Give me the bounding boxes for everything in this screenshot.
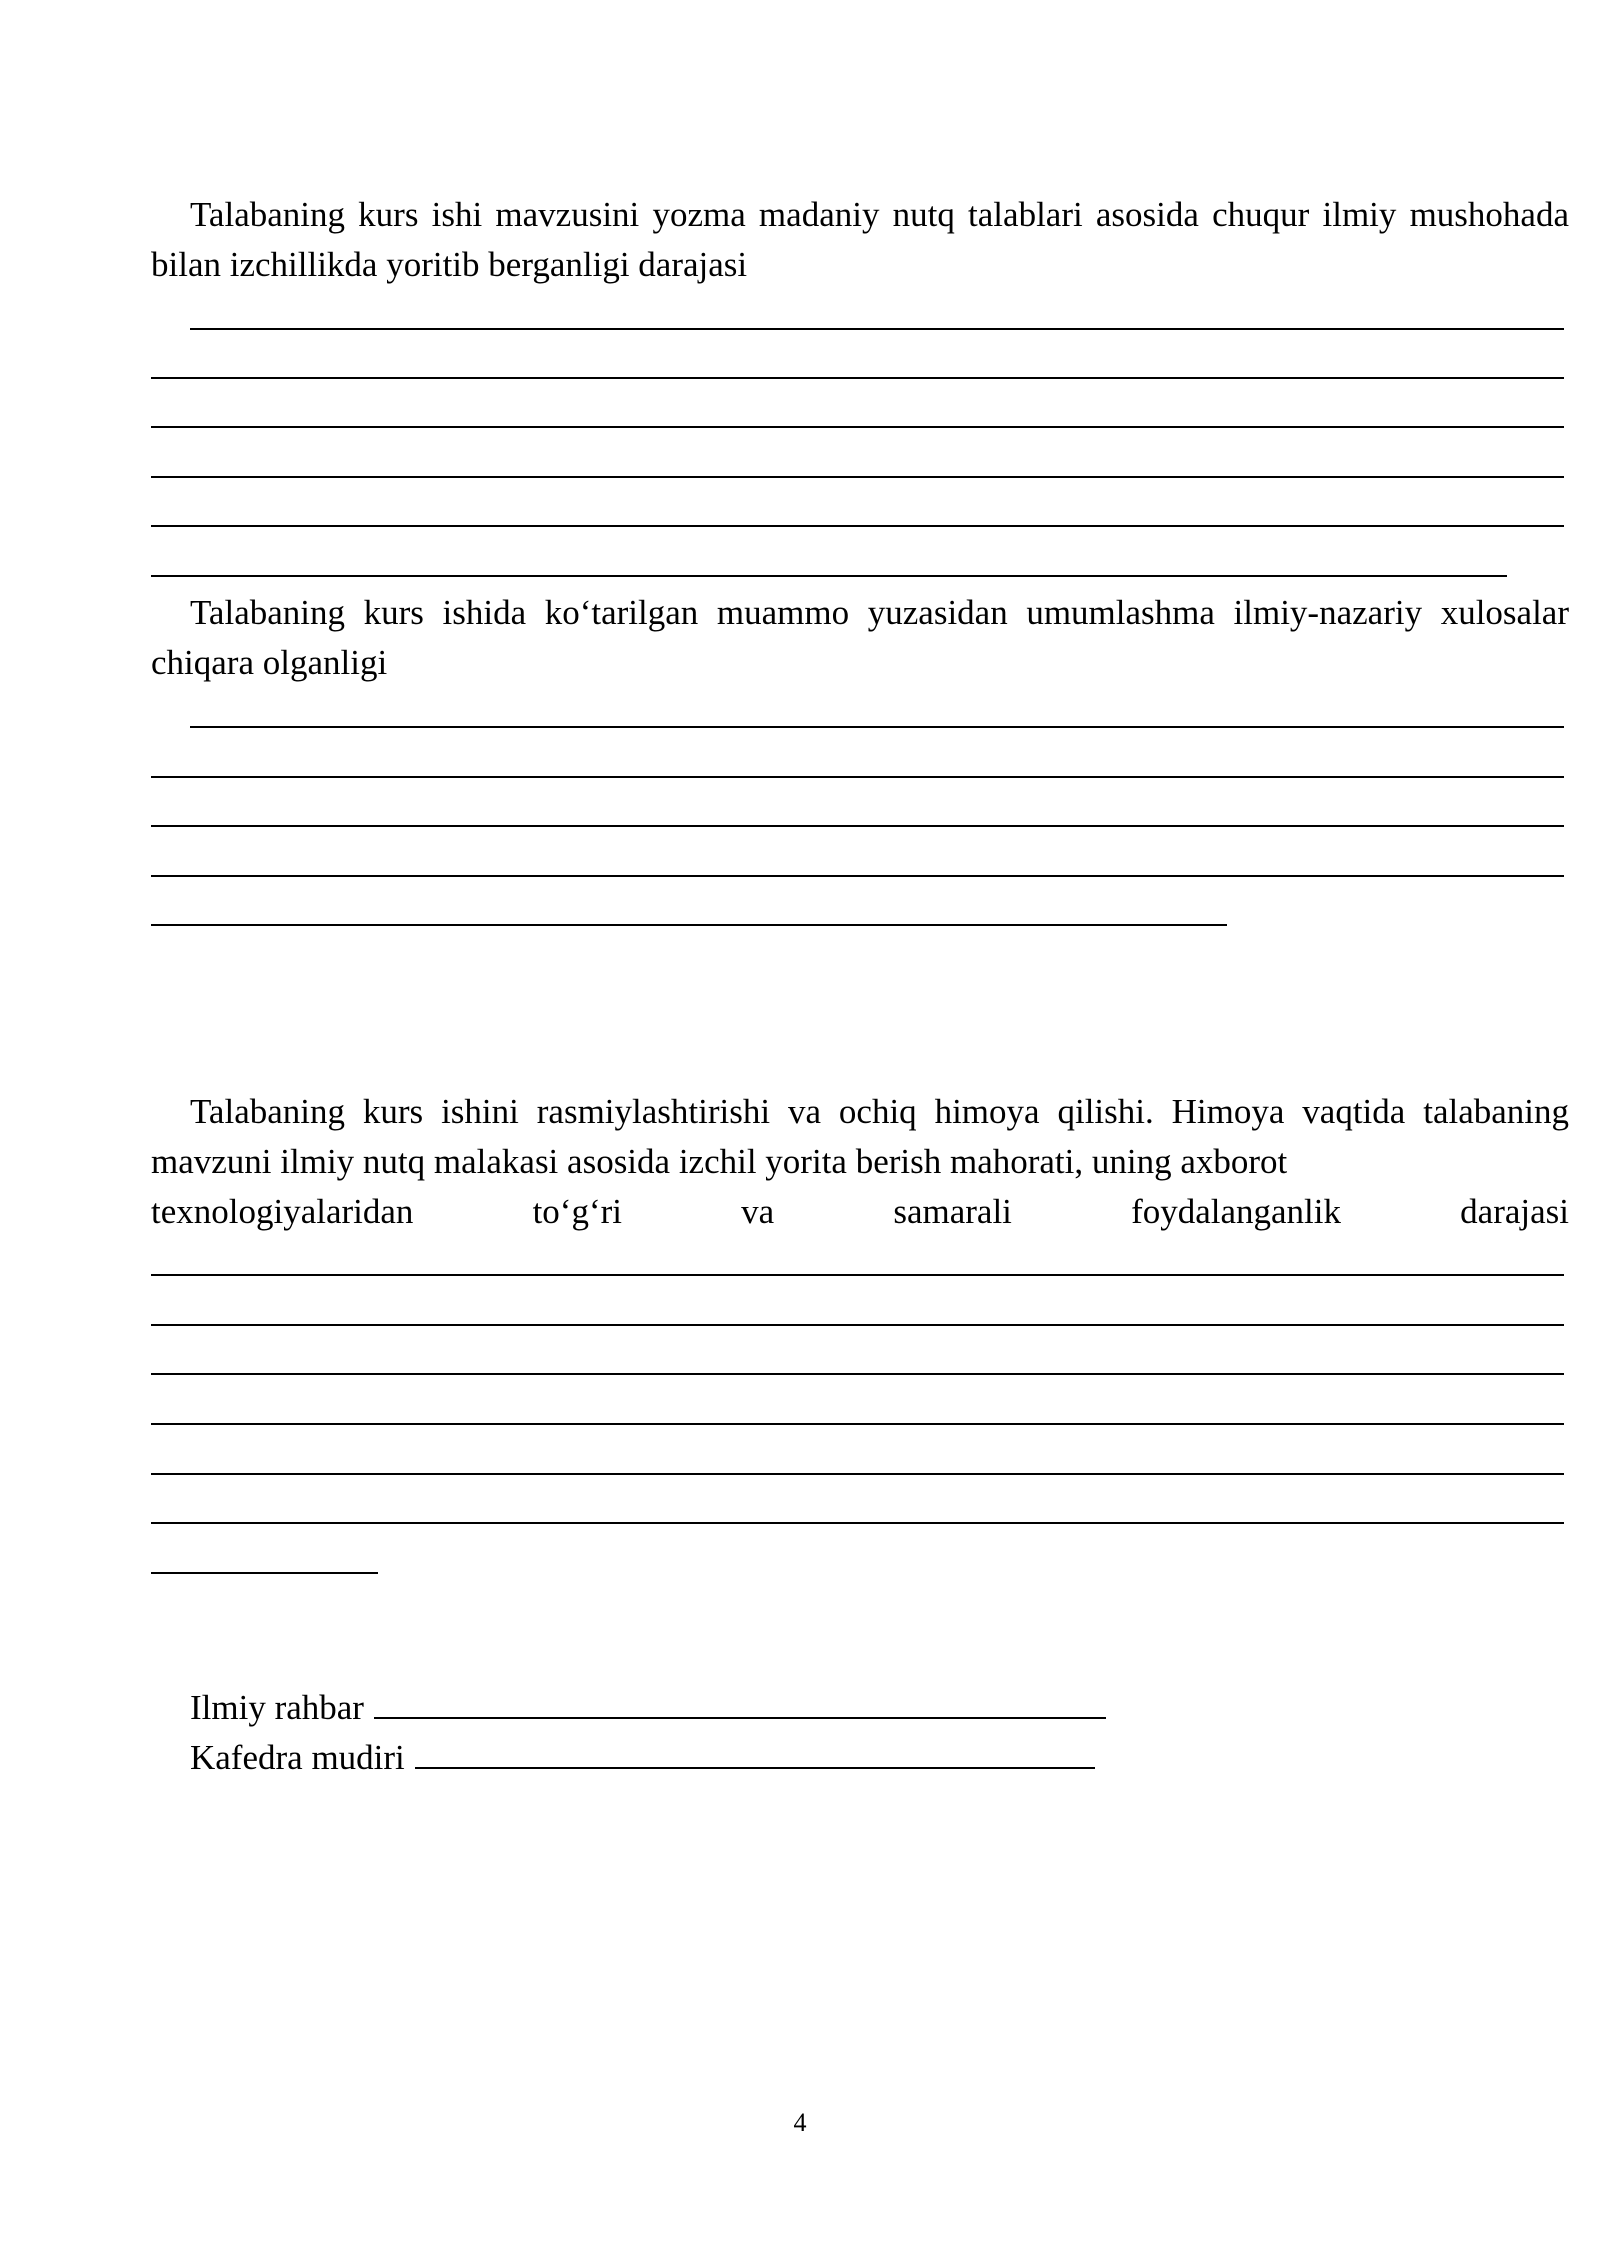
answer-line [151,776,1564,778]
answer-line [151,575,1507,577]
section-1-text: Talabaning kurs ishi mavzusini yozma madaniy nutq talablari asosida chuqur ilmiy mushohada bilan izchillikda yoritib berganligi darajasi [151,195,1569,284]
head-signature-line [415,1737,1095,1769]
supervisor-signature-line [374,1687,1106,1719]
answer-line [151,1274,1564,1276]
answer-line [151,476,1564,478]
answer-line [151,875,1564,877]
answer-line [151,377,1564,379]
answer-line [190,726,1564,728]
answer-line [151,825,1564,827]
page-number: 4 [793,2108,807,2137]
answer-line [151,525,1564,527]
answer-line [151,1423,1564,1425]
section-2-text: Talabaning kurs ishida ko‘tarilgan muammo yuzasidan umumlashma ilmiy-nazariy xulosalar chiqara olganligi [151,593,1569,682]
head-label: Kafedra mudiri [190,1738,405,1777]
answer-line [151,426,1564,428]
head-signature [190,1733,1095,1783]
section-3-text: Talabaning kurs ishini rasmiylashtirishi va ochiq himoya qilishi. Himoya vaqtida talabaning mavzuni ilmiy nutq malakasi asosida izchil yorita berish mahorati, uning axborot [151,1092,1569,1181]
answer-line [151,1473,1564,1475]
answer-line [151,1373,1564,1375]
answer-line [151,1522,1564,1524]
supervisor-label: Ilmiy rahbar [190,1688,364,1727]
answer-line [151,1572,378,1574]
supervisor-signature [190,1683,1106,1733]
answer-line [151,924,1227,926]
answer-line [190,328,1564,330]
answer-line [151,1324,1564,1326]
section-3-text-last-line: texnologiyalaridan to‘g‘ri va samarali foydalanganlik darajasi [151,1192,1569,1231]
